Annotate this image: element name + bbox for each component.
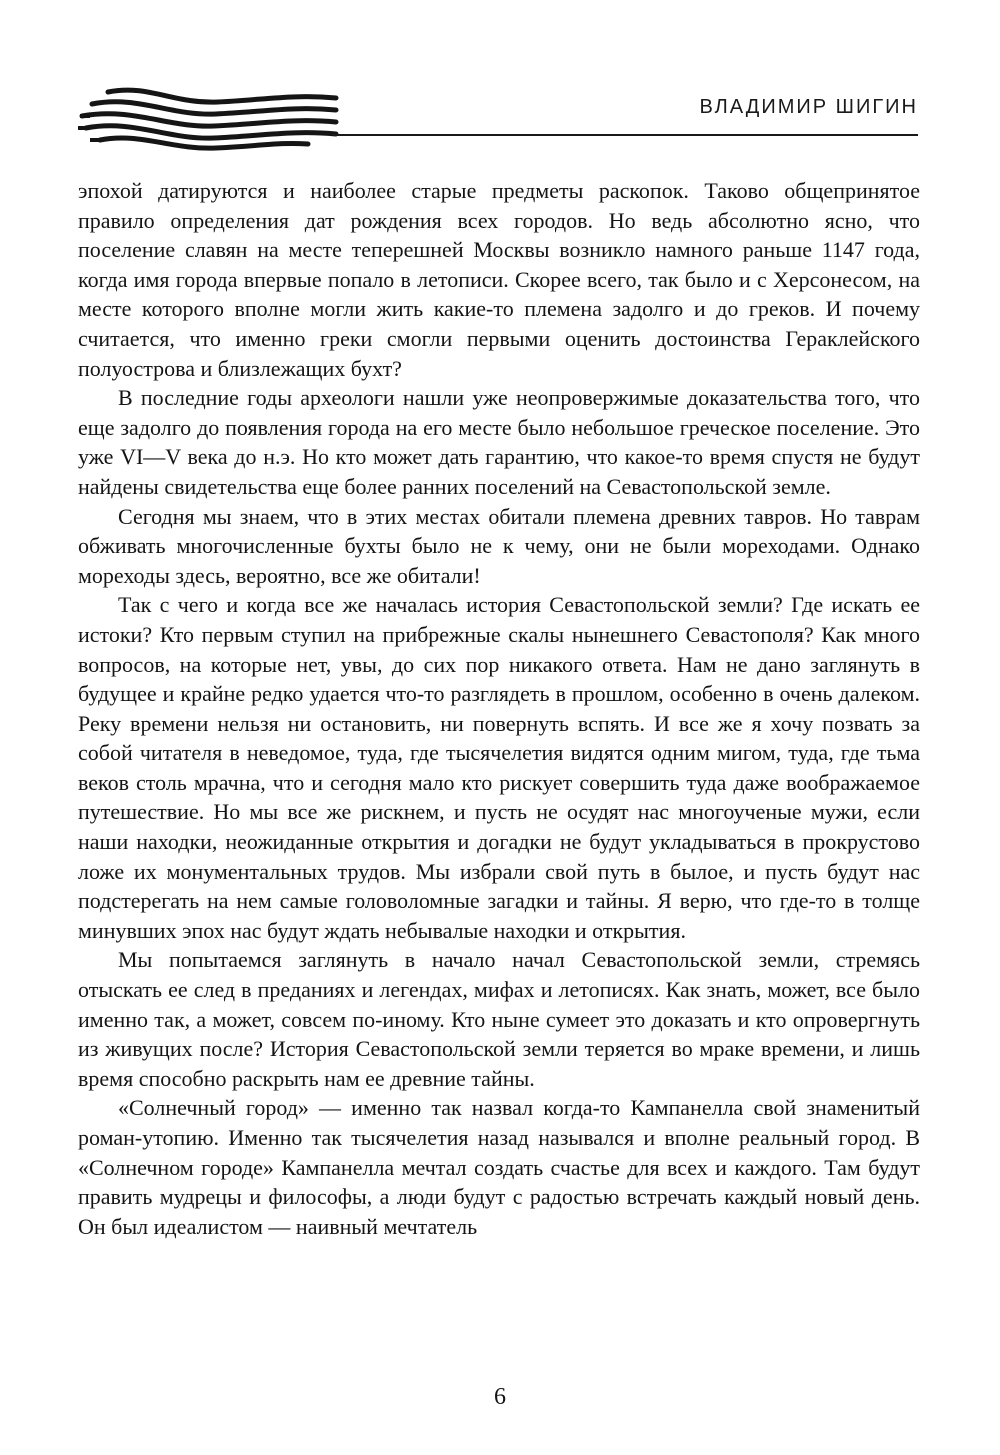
paragraph: «Солнечный город» — именно так назвал когда-то Кампанелла свой знаменитый роман-утопию. Именно так тысячелетия назад назывался и вполне реальный город. В «Солнечном городе» Кампанелла мечтал создать счастье для всех и каждого. Там будут править мудрецы и философы, а люди будут с радостью встречать каждый новый день. Он был идеалистом — наивный мечтатель — [78, 1095, 920, 1239]
main-text — [78, 176, 920, 1241]
paragraph: Сегодня мы знаем, что в этих местах обитали племена древних тавров. Но таврам обживать многочисленные бухты было не к чему, они не были мореходами. Однако мореходы здесь, вероятно, все же обитали! — [78, 503, 920, 588]
page-number: 6 — [494, 1384, 506, 1410]
paragraph: Мы попытаемся заглянуть в начало начал Севастопольской земли, стремясь отыскать ее след в преданиях и легендах, мифах и летописях. Как знать, может, все было именно так, а может, совсем по-иному. Кто ныне сумеет это доказать и кто опровергнуть из живущих после? История Севастопольской земли теряется во мраке времени, и лишь время способно раскрыть нам ее древние тайны. — [78, 947, 920, 1091]
running-header — [78, 82, 918, 158]
paragraph: В последние годы археологи нашли уже неопровержимые доказательства того, что еще задолго до появления города на его месте было небольшое греческое поселение. Это уже VI—V века до н.э. Но кто может дать гарантию, что какое-то время спустя не будут найдены свидетельства еще более ранних поселений на Севастопольской земле. — [78, 385, 920, 499]
header-rule — [333, 134, 918, 136]
wave-stripes-ornament-icon — [78, 82, 340, 156]
running-header-author: ВЛАДИМИР ШИГИН — [699, 96, 918, 118]
paragraph: эпохой датируются и наиболее старые предметы раскопок. Таково общепринятое правило определения дат рождения всех городов. Но ведь абсолютно ясно, что поселение славян на месте теперешней Москвы возникло намного раньше 1147 года, когда имя города впервые попало в летописи. Скорее всего, так было и с Херсонесом, на месте которого вполне могли жить какие-то племена задолго и до греков. И почему считается, что именно греки смогли первыми оценить достоинства Гераклейского полуострова и близлежащих бухт? — [78, 178, 920, 381]
paragraph: Так с чего и когда все же началась история Севастопольской земли? Где искать ее истоки? Кто первым ступил на прибрежные скалы нынешнего Севастополя? Как много вопросов, на которые нет, увы, до сих пор никакого ответа. Нам не дано заглянуть в будущее и крайне редко удается что-то разглядеть в прошлом, особенно в очень далеком. Реку времени нельзя ни остановить, ни повернуть вспять. И все же я хочу позвать за собой читателя в неведомое, туда, где тысячелетия видятся одним мигом, туда, где тьма веков столь мрачна, что и сегодня мало кто рискует совершить туда даже воображаемое путешествие. Но мы все же рискнем, и пусть не осудят нас многоученые мужи, если наши находки, неожиданные открытия и догадки не будут укладываться в прокрустово ложе их монументальных трудов. Мы избрали свой путь в былое, и пусть будут нас подстерегать на нем самые головоломные загадки и тайны. Я верю, что где-то в толще минувших эпох нас будут ждать небывалые находки и открытия. — [78, 592, 920, 943]
